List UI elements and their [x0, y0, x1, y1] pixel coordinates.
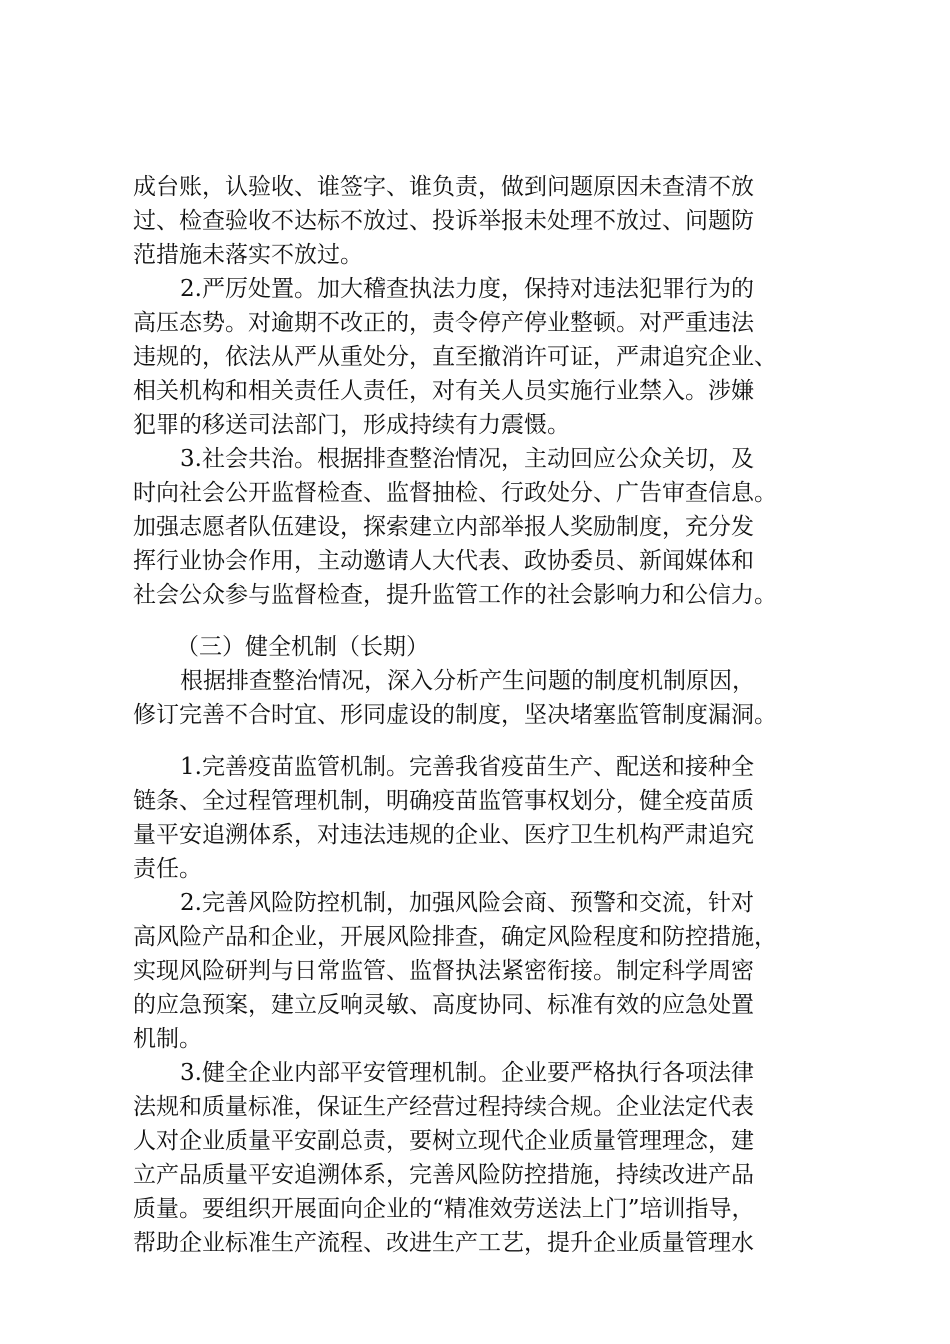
- text-line: 法规和质量标准，保证生产经营过程持续合规。企业法定代表: [133, 1094, 754, 1120]
- text-line: 加强志愿者队伍建设，探索建立内部举报人奖励制度，充分发: [133, 514, 754, 540]
- text-line: 高压态势。对逾期不改正的，责令停产停业整顿。对严重违法: [133, 310, 754, 336]
- text-line: 3.健全企业内部平安管理机制。企业要严格执行各项法律: [180, 1060, 754, 1086]
- text-line: 范措施未落实不放过。: [133, 242, 363, 268]
- text-line: 高风险产品和企业，开展风险排查，确定风险程度和防控措施，: [133, 924, 777, 950]
- text-line: 3.社会共治。根据排查整治情况，主动回应公众关切，及: [180, 446, 754, 472]
- text-line: 2.严厉处置。加大稽查执法力度，保持对违法犯罪行为的: [180, 276, 754, 302]
- text-line: 修订完善不合时宜、形同虚设的制度，坚决堵塞监管制度漏洞。: [133, 702, 777, 728]
- text-line: 时向社会公开监督检查、监督抽检、行政处分、广告审查信息。: [133, 480, 777, 506]
- text-line: 根据排查整治情况，深入分析产生问题的制度机制原因，: [180, 668, 755, 694]
- text-line: 社会公众参与监督检查，提升监管工作的社会影响力和公信力。: [133, 582, 777, 608]
- text-line: 量平安追溯体系，对违法违规的企业、医疗卫生机构严肃追究: [133, 822, 754, 848]
- text-line: 的应急预案，建立反响灵敏、高度协同、标准有效的应急处置: [133, 992, 754, 1018]
- text-line: 实现风险研判与日常监管、监督执法紧密衔接。制定科学周密: [133, 958, 754, 984]
- text-line: 犯罪的移送司法部门，形成持续有力震慑。: [133, 412, 570, 438]
- text-line: 违规的，依法从严从重处分，直至撤消许可证，严肃追究企业、: [133, 344, 777, 370]
- text-line: 帮助企业标准生产流程、改进生产工艺，提升企业质量管理水: [133, 1230, 754, 1256]
- section-heading: （三）健全机制（长期）: [176, 634, 429, 660]
- text-line: 相关机构和相关责任人责任，对有关人员实施行业禁入。涉嫌: [133, 378, 754, 404]
- text-line: 机制。: [133, 1026, 202, 1052]
- text-line: 挥行业协会作用，主动邀请人大代表、政协委员、新闻媒体和: [133, 548, 754, 574]
- text-line: 1.完善疫苗监管机制。完善我省疫苗生产、配送和接种全: [180, 754, 754, 780]
- text-line: 过、检查验收不达标不放过、投诉举报未处理不放过、问题防: [133, 208, 754, 234]
- text-line: 立产品质量平安追溯体系，完善风险防控措施，持续改进产品: [133, 1162, 754, 1188]
- text-line: 链条、全过程管理机制，明确疫苗监管事权划分，健全疫苗质: [133, 788, 754, 814]
- text-line: 质量。要组织开展面向企业的“精准效劳送法上门”培训指导，: [133, 1196, 755, 1222]
- text-line: 人对企业质量平安副总责，要树立现代企业质量管理理念，建: [133, 1128, 754, 1154]
- text-line: 责任。: [133, 856, 202, 882]
- text-line: 成台账，认验收、谁签字、谁负责，做到问题原因未查清不放: [133, 174, 754, 200]
- text-line: 2.完善风险防控机制，加强风险会商、预警和交流，针对: [180, 890, 754, 916]
